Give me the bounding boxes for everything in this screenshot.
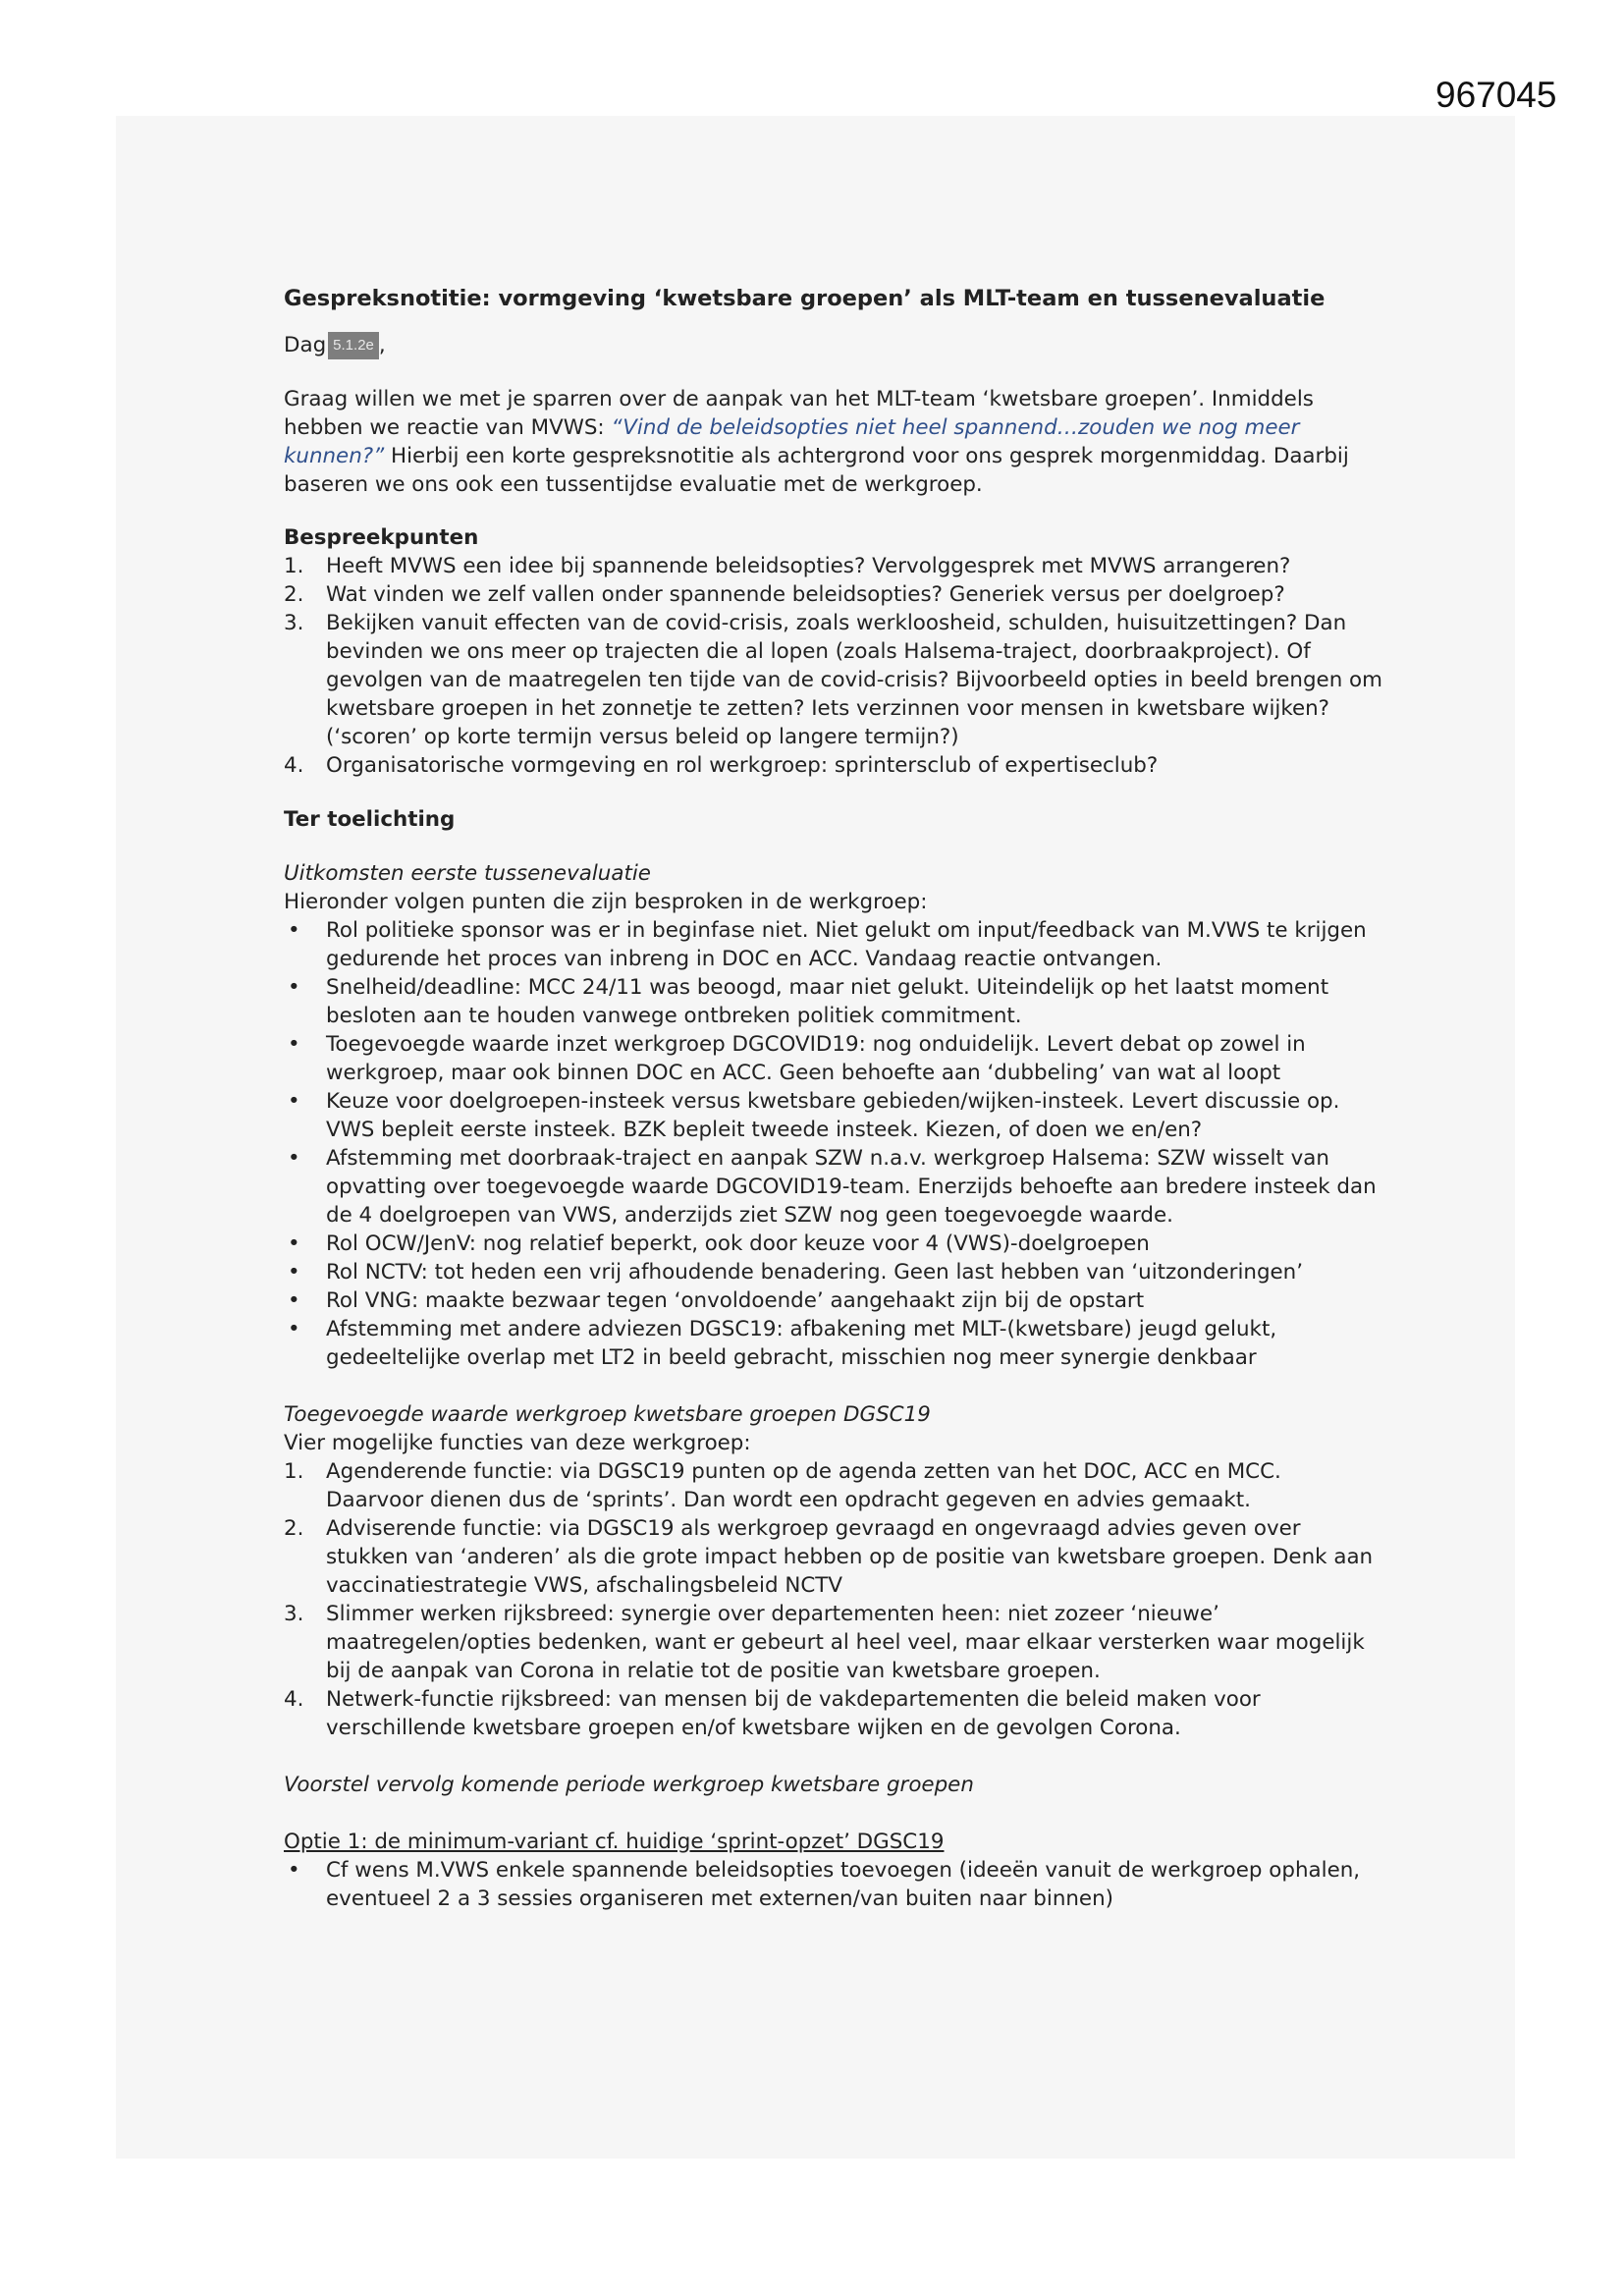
evaluatie-intro: Hieronder volgen punten die zijn besproken in de werkgroep:	[284, 890, 928, 914]
list-item-text: Bekijken vanuit effecten van de covid-crisis, zoals werkloosheid, schulden, huisuitzettingen? Dan bevinden we ons meer op trajecten die al lopen (zoals Halsema-traject, doorbraakproject). Of gevolgen van de maatregelen ten tijde van de covid-crisis? Bijvoorbeeld opties in beeld brengen om kwetsbare groepen in het zonnetje te zetten? Iets verzinnen voor mensen in kwetsbare wijken? (‘scoren’ op korte termijn versus beleid op langere termijn?)	[326, 611, 1382, 749]
greeting-prefix: Dag	[284, 333, 327, 357]
list-item-text: Afstemming met andere adviezen DGSC19: afbakening met MLT-(kwetsbare) jeugd gelukt, gedeeltelijke overlap met LT2 in beeld gebracht, misschien nog meer synergie denkbaar	[326, 1317, 1277, 1370]
bullet-marker: •	[288, 975, 300, 1000]
list-item	[284, 916, 1383, 973]
evaluatie-heading: Uitkomsten eerste tussenevaluatie	[284, 861, 651, 886]
list-number: 2.	[284, 582, 304, 607]
list-item	[284, 751, 1383, 780]
list-item-text: Wat vinden we zelf vallen onder spannende beleidsopties? Generiek versus per doelgroep?	[326, 582, 1285, 607]
list-item	[284, 1856, 1383, 1913]
list-item-text: Slimmer werken rijksbreed: synergie over departementen heen: niet zozeer ‘nieuwe’ maatregelen/opties bedenken, want er gebeurt al heel veel, maar elkaar versterken waar mogelijk bij de aanpak van Corona in relatie tot de positie van kwetsbare groepen.	[326, 1602, 1365, 1683]
greeting-suffix: ,	[378, 333, 386, 357]
list-number: 3.	[284, 611, 304, 635]
intro-quote: “Vind de beleidsopties niet heel spannend…zouden we nog meer kunnen?”	[284, 415, 1300, 468]
list-item-text: Rol OCW/JenV: nog relatief beperkt, ook door keuze voor 4 (VWS)-doelgroepen	[326, 1231, 1150, 1256]
intro-paragraph	[284, 385, 1383, 499]
list-item	[284, 1457, 1383, 1514]
list-item	[284, 1230, 1383, 1258]
list-item-text: Keuze voor doelgroepen-insteek versus kwetsbare gebieden/wijken-insteek. Levert discussie op. VWS bepleit eerste insteek. BZK bepleit tweede insteek. Kiezen, of doen we en/en?	[326, 1089, 1340, 1142]
bullet-marker: •	[288, 1231, 300, 1256]
spacer	[284, 1372, 1383, 1400]
list-item	[284, 609, 1383, 751]
redaction-box: 5.1.2e	[328, 332, 379, 359]
list-item-text: Cf wens M.VWS enkele spannende beleidsopties toevoegen (ideeën vanuit de werkgroep ophalen, eventueel 2 a 3 sessies organiseren met externen/van buiten naar binnen)	[326, 1858, 1361, 1911]
list-item-text: Rol NCTV: tot heden een vrij afhoudende benadering. Geen last hebben van ‘uitzonderingen’	[326, 1260, 1304, 1285]
toelichting-heading: Ter toelichting	[284, 807, 456, 832]
bullet-marker: •	[288, 1089, 300, 1114]
list-item-text: Agenderende functie: via DGSC19 punten op de agenda zetten van het DOC, ACC en MCC. Daarvoor dienen dus de ‘sprints’. Dan wordt een opdracht gegeven en advies gemaakt.	[326, 1459, 1281, 1512]
list-item	[284, 1258, 1383, 1286]
document-number: 967045	[1435, 75, 1557, 115]
list-item-text: Rol politieke sponsor was er in beginfase niet. Niet gelukt om input/feedback van M.VWS te krijgen gedurende het proces van inbreng in DOC en ACC. Vandaag reactie ontvangen.	[326, 918, 1367, 971]
list-number: 2.	[284, 1516, 304, 1541]
list-item-text: Netwerk-functie rijksbreed: van mensen bij de vakdepartementen die beleid maken voor verschillende kwetsbare groepen en/of kwetsbare wijken en de gevolgen Corona.	[326, 1687, 1261, 1740]
document-body	[284, 285, 1383, 1913]
voorstel-heading: Voorstel vervolg komende periode werkgroep kwetsbare groepen	[284, 1773, 974, 1797]
bullet-marker: •	[288, 1317, 300, 1341]
intro-part2: Hierbij een korte gespreksnotitie als achtergrond voor ons gesprek morgenmiddag. Daarbij baseren we ons ook een tussentijdse evaluatie met de werkgroep.	[284, 444, 1349, 497]
list-item-text: Adviserende functie: via DGSC19 als werkgroep gevraagd en ongevraagd advies geven over stukken van ‘anderen’ als die grote impact hebben op de positie van kwetsbare groepen. Denk aan vaccinatiestrategie VWS, afschalingsbeleid NCTV	[326, 1516, 1374, 1598]
list-item	[284, 552, 1383, 580]
list-item-text: Organisatorische vormgeving en rol werkgroep: sprintersclub of expertiseclub?	[326, 753, 1159, 778]
list-item	[284, 580, 1383, 609]
bespreekpunten-heading: Bespreekpunten	[284, 525, 479, 550]
list-item-text: Snelheid/deadline: MCC 24/11 was beoogd, maar niet gelukt. Uiteindelijk op het laatst moment besloten aan te houden vanwege ontbreken politiek commitment.	[326, 975, 1329, 1028]
bullet-marker: •	[288, 1146, 300, 1171]
list-item-text: Afstemming met doorbraak-traject en aanpak SZW n.a.v. werkgroep Halsema: SZW wisselt van opvatting over toegevoegde waarde DGCOVID19-team. Enerzijds behoefte aan bredere insteek dan de 4 doelgroepen van VWS, anderzijds ziet SZW nog geen toegevoegde waarde.	[326, 1146, 1377, 1228]
list-item	[284, 973, 1383, 1030]
list-number: 4.	[284, 1687, 304, 1712]
list-item	[284, 1514, 1383, 1600]
list-item	[284, 1315, 1383, 1372]
bullet-marker: •	[288, 1288, 300, 1313]
list-number: 4.	[284, 753, 304, 778]
intro-part1: Graag willen we met je sparren over de aanpak van het MLT-team ‘kwetsbare groepen’. Inmiddels hebben we reactie van MVWS:	[284, 387, 1314, 440]
list-item	[284, 1144, 1383, 1230]
list-item	[284, 1286, 1383, 1315]
bespreekpunten-list	[284, 552, 1383, 780]
optie1-bullets	[284, 1856, 1383, 1913]
waarde-intro: Vier mogelijke functies van deze werkgroep:	[284, 1431, 751, 1455]
list-item	[284, 1030, 1383, 1087]
waarde-list	[284, 1457, 1383, 1742]
optie1-heading: Optie 1: de minimum-variant cf. huidige ‘sprint-opzet’ DGSC19	[284, 1830, 945, 1854]
list-number: 3.	[284, 1602, 304, 1626]
waarde-heading: Toegevoegde waarde werkgroep kwetsbare groepen DGSC19	[284, 1402, 931, 1427]
spacer	[284, 1799, 1383, 1828]
spacer	[284, 1742, 1383, 1771]
greeting	[284, 331, 1383, 359]
evaluatie-bullets	[284, 916, 1383, 1372]
bullet-marker: •	[288, 1032, 300, 1057]
list-item-text: Rol VNG: maakte bezwaar tegen ‘onvoldoende’ aangehaakt zijn bij de opstart	[326, 1288, 1145, 1313]
list-item-text: Heeft MVWS een idee bij spannende beleidsopties? Vervolggesprek met MVWS arrangeren?	[326, 554, 1291, 578]
list-item-text: Toegevoegde waarde inzet werkgroep DGCOVID19: nog onduidelijk. Levert debat op zowel in werkgroep, maar ook binnen DOC en ACC. Geen behoefte aan ‘dubbeling’ van wat al loopt	[326, 1032, 1306, 1085]
list-number: 1.	[284, 1459, 304, 1484]
document-title: Gespreksnotitie: vormgeving ‘kwetsbare groepen’ als MLT-team en tussenevaluatie	[284, 286, 1326, 311]
bullet-marker: •	[288, 1260, 300, 1285]
bullet-marker: •	[288, 1858, 300, 1883]
list-item	[284, 1600, 1383, 1685]
bullet-marker: •	[288, 918, 300, 943]
list-number: 1.	[284, 554, 304, 578]
list-item	[284, 1087, 1383, 1144]
list-item	[284, 1685, 1383, 1742]
